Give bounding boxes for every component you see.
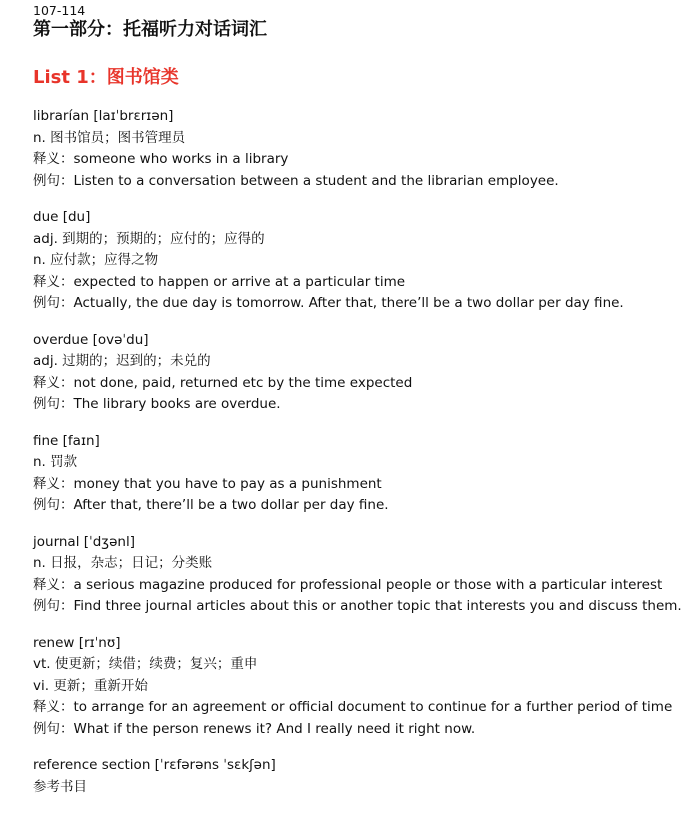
- definition-line: [33, 474, 688, 496]
- definition-line: [33, 149, 688, 171]
- headword: reference section [ˈrɛfərəns ˈsɛkʃən]: [33, 757, 276, 773]
- definition-text: money that you have to pay as a punishment: [73, 475, 382, 492]
- headword: librarían [laɪˈbrɛrɪən]: [33, 108, 174, 124]
- example-text: Listen to a conversation between a student and the librarian employee.: [73, 172, 559, 189]
- example-text: Find three journal articles about this or another topic that interests you and discuss them.: [73, 598, 682, 614]
- example-text: The library books are overdue.: [73, 396, 281, 412]
- sense: n. 应付款；应得之物: [33, 252, 159, 268]
- vocab-entry: [33, 106, 688, 192]
- example-text: After that, there’ll be a two dollar per day fine.: [73, 497, 389, 513]
- example-text: Actually, the due day is tomorrow. After that, there’ll be a two dollar per day fine.: [73, 295, 624, 311]
- sense: adj. 过期的；迟到的；未兑的: [33, 353, 211, 369]
- example-label: 例句：: [33, 295, 74, 311]
- document-page: [33, 4, 688, 813]
- sense: n. 日报，杂志；日记；分类账: [33, 555, 213, 571]
- page-range: 107-114: [33, 3, 86, 18]
- sense: vt. 使更新；续借；续费；复兴；重申: [33, 656, 258, 672]
- example-line: [33, 495, 688, 517]
- headword: due [du]: [33, 209, 91, 225]
- page-title: 第一部分：托福听力对话词汇: [33, 19, 267, 40]
- sense: vi. 更新；重新开始: [33, 677, 148, 694]
- vocab-entry: [33, 532, 688, 618]
- headword: overdue [ovəˈdu]: [33, 331, 149, 348]
- vocab-entry: [33, 431, 688, 517]
- definition-text: to arrange for an agreement or official document to continue for a further period of time: [73, 699, 673, 715]
- example-line: [33, 394, 688, 416]
- example-label: 例句：: [33, 172, 74, 189]
- example-line: [33, 293, 688, 315]
- definition-text: a serious magazine produced for professional people or those with a particular interest: [73, 576, 663, 593]
- example-line: [33, 719, 688, 741]
- example-line: [33, 596, 688, 618]
- vocab-entry: [33, 755, 688, 798]
- sense: adj. 到期的；预期的；应付的；应得的: [33, 230, 265, 247]
- headword: renew [rɪˈnʊ]: [33, 634, 121, 651]
- example-text: What if the person renews it? And I really need it right now.: [73, 720, 476, 737]
- example-label: 例句：: [33, 497, 74, 513]
- definition-label: 释义：: [33, 374, 74, 391]
- example-label: 例句：: [33, 598, 74, 614]
- vocab-entry: [33, 633, 688, 741]
- example-line: [33, 171, 688, 193]
- example-label: 例句：: [33, 396, 74, 412]
- headword: journal [ˈdʒənl]: [33, 533, 135, 550]
- headword: fine [faɪn]: [33, 432, 100, 449]
- definition-label: 释义：: [33, 273, 74, 290]
- definition-label: 释义：: [33, 475, 74, 492]
- vocabulary-list: [33, 106, 688, 798]
- definition-text: someone who works in a library: [73, 151, 289, 167]
- definition-line: [33, 373, 688, 395]
- definition-line: [33, 575, 688, 597]
- definition-line: [33, 272, 688, 294]
- section-title: List 1：图书馆类: [33, 67, 179, 88]
- sense: n. 罚款: [33, 454, 78, 470]
- definition-label: 释义：: [33, 576, 74, 593]
- definition-label: 释义：: [33, 699, 74, 715]
- definition-text: expected to happen or arrive at a particular time: [73, 273, 406, 290]
- sense: n. 图书馆员；图书管理员: [33, 129, 186, 146]
- example-label: 例句：: [33, 720, 74, 737]
- definition-text: not done, paid, returned etc by the time expected: [73, 374, 413, 391]
- vocab-entry: [33, 330, 688, 416]
- sense: 参考书目: [33, 778, 87, 795]
- definition-line: [33, 697, 688, 719]
- vocab-entry: [33, 207, 688, 315]
- definition-label: 释义：: [33, 151, 74, 167]
